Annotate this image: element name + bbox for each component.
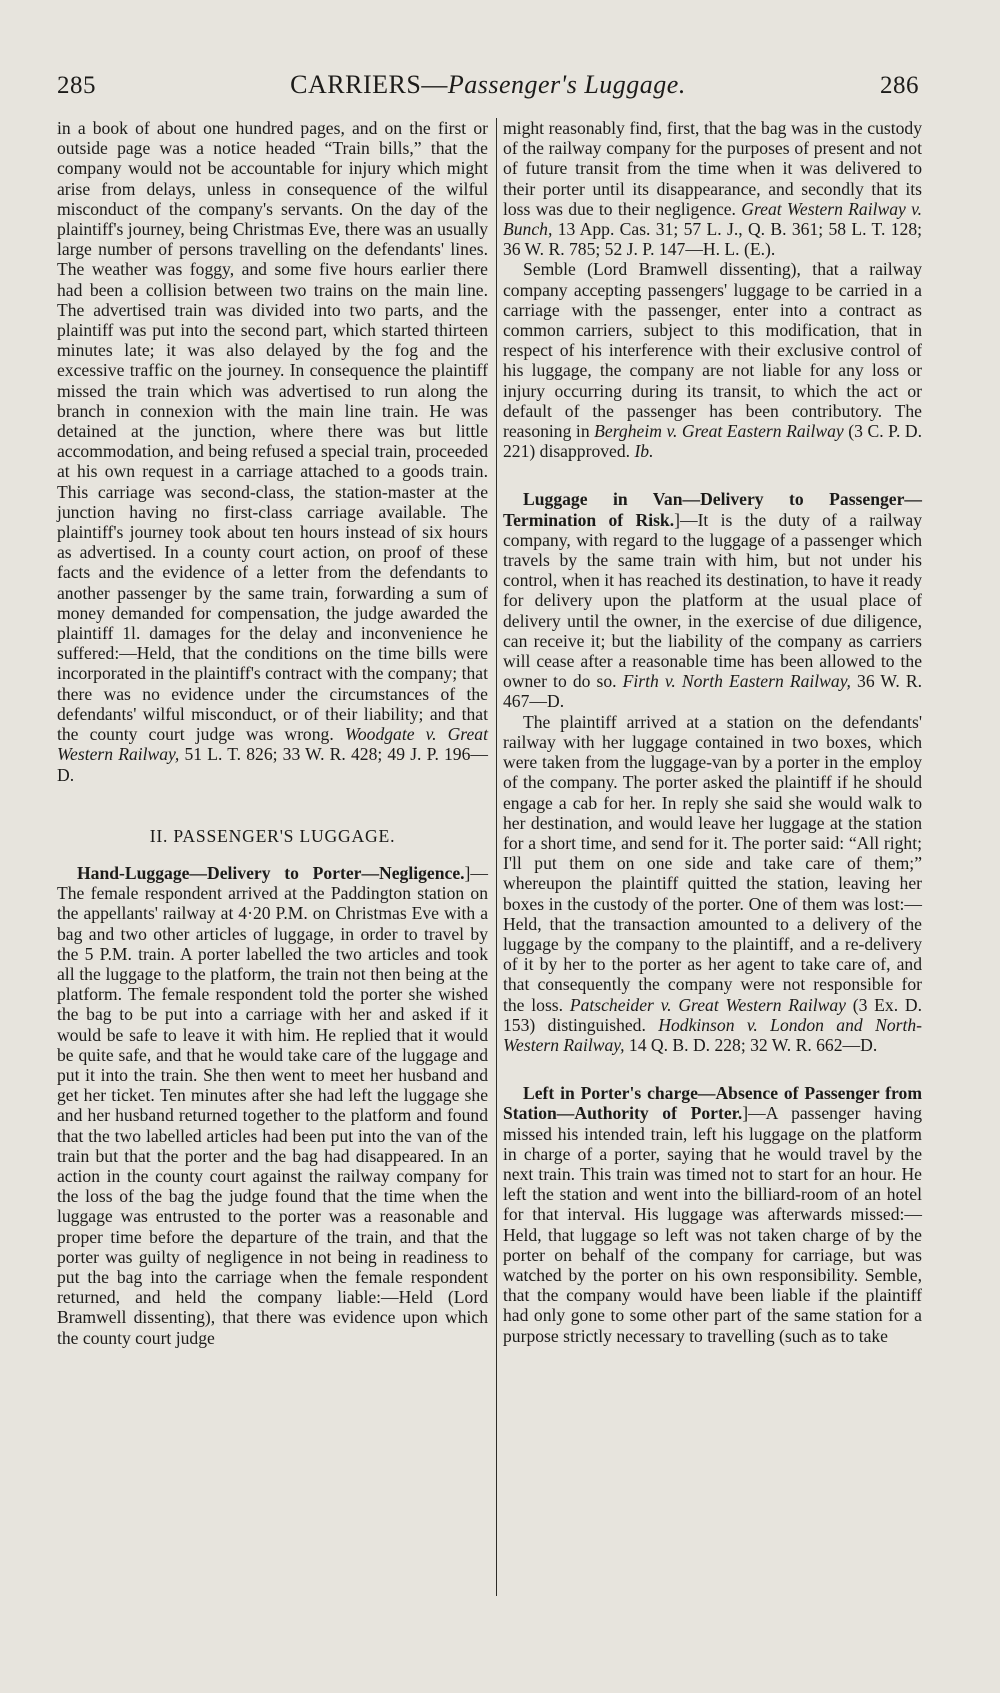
case-citation: Bergheim v. Great Eastern Railway	[594, 421, 844, 442]
case-paragraph	[503, 118, 922, 259]
report-reference: 36 W. R. 467—D.	[503, 671, 922, 712]
report-reference: 51 L. T. 826; 33 W. R. 428; 49 J. P. 196—D.	[57, 744, 488, 785]
case-paragraph	[503, 259, 922, 461]
case-paragraph	[503, 1083, 922, 1346]
right-column	[503, 118, 922, 1346]
column-divider	[496, 118, 497, 1596]
running-title-main: CARRIERS—	[290, 70, 448, 99]
paragraph-text: Semble (Lord Bramwell dissenting), that a railway company accepting passengers' luggage to be carried in a carriage with the passenger, enter into a contract as common carriers, subject to this modification, that in respect of his interference with their exclusive control of his luggage, the company are not liable for any loss or injury occurring during its transit, to which the act or default of the passenger has been contributory. The reasoning in	[503, 259, 922, 442]
case-citation: Hodkinson v. London and North-Western Railway,	[503, 1014, 923, 1055]
running-title-italic: Passenger's Luggage.	[447, 70, 686, 99]
spacer	[503, 1055, 922, 1083]
case-citation: Patscheider v. Great Western Railway	[569, 994, 846, 1015]
paragraph-text: ]—It is the duty of a railway company, with regard to the luggage of a passenger which travels by the same train with him, but not under his control, when it has reached its destination, to have it ready for delivery upon the platform at the usual place of delivery until the owner, in the exercise of due diligence, can receive it; but the liability of the company as carriers will cease after a reasonable time has been allowed to the owner to do so.	[503, 509, 922, 692]
left-column	[57, 118, 488, 1348]
case-heading: Left in Porter's charge—Absence of Passenger from Station—Authority of Porter.	[503, 1083, 922, 1124]
report-reference: 14 Q. B. D. 228; 32 W. R. 662—D.	[624, 1034, 878, 1055]
case-citation: Great Western Railway v. Bunch,	[503, 198, 922, 240]
page-number-left: 285	[57, 72, 96, 99]
case-citation: Woodgate v. Great Western Railway,	[57, 724, 488, 765]
case-paragraph	[503, 489, 922, 711]
case-citation: Ib.	[634, 441, 654, 462]
running-header	[57, 70, 919, 106]
case-heading: Luggage in Van—Delivery to Passenger—Termination of Risk.	[503, 489, 922, 530]
paragraph-text: The plaintiff arrived at a station on the defendants' railway with her luggage contained in two boxes, which were taken from the luggage-van by a porter in the employ of the company. The porter asked the plaintiff if he should engage a cab for her. In reply she said she would walk to her destination, and would leave her luggage at the station for a short time, and send for it. The porter said: “All right; I'll put them on one side and take care of them;” whereupon the plaintiff quitted the station, leaving her boxes in the custody of the porter. One of them was lost:—Held, that the transaction amounted to a delivery of the luggage by the company to the plaintiff, and a re-delivery of it by her to the porter as her agent to take care of, and that consequently the company were not responsible for the loss.	[503, 711, 922, 1015]
running-title	[290, 70, 686, 100]
case-paragraph	[57, 118, 488, 785]
case-heading: Hand-Luggage—Delivery to Porter—Negligence.	[77, 862, 465, 883]
paragraph-text: ]—The female respondent arrived at the Paddington station on the appellants' railway at 4·20 P.M. on Christmas Eve with a bag and two other articles of luggage, in order to travel by the 5 P.M. train. A porter labelled the two articles and took all the luggage to the platform, the train not then being at the platform. The female respondent told the porter she wished the bag to be put into a carriage with her and asked if it would be safe to leave it with him. He replied that it would be quite safe, and that he would take care of the luggage and put it into the train. She then went to meet her husband and get her ticket. Ten minutes after she had left the luggage she and her husband returned together to the platform and found that the two labelled articles had been put into the van of the train but that the porter and the bag had disappeared. In an action in the county court against the railway company for the loss of the bag the judge found that the time when the luggage was entrusted to the porter was a reasonable and proper time before the departure of the train, and that the porter was guilty of negligence in not being in readiness to put the bag into the carriage when the female respondent returned, and held the company liable:—Held (Lord Bramwell dissenting), that there was evidence upon which the county court judge	[57, 862, 488, 1348]
paragraph-text: ]—A passenger having missed his intended train, left his luggage on the platform in charge of a porter, saying that he would travel by the next train. This train was timed not to start for an hour. He left the station and went into the billiard-room of an hotel for that interval. His luggage was afterwards missed:—Held, that luggage so left was not taken charge of by the porter on behalf of the company for carriage, but was watched by the porter on his own responsibility. Semble, that the company would have been liable if the plaintiff had only gone to some other part of the same station for a purpose strictly necessary to travelling (such as to take	[503, 1103, 922, 1346]
page-number-right: 286	[880, 72, 919, 99]
case-citation: Firth v. North Eastern Railway,	[622, 671, 851, 692]
paragraph-text: might reasonably find, first, that the bag was in the custody of the railway company for the purposes of present and not of future transit from the time when it was delivered to their porter until its disappearance, and secondly that its loss was due to their negligence.	[503, 118, 922, 219]
paragraph-text: in a book of about one hundred pages, and on the first or outside page was a notice headed “Train bills,” that the company would not be accountable for injury which might arise from delays, unless in consequence of the wilful misconduct of the company's servants. On the day of the plaintiff's journey, being Christmas Eve, there was an usually large number of persons travelling on the defendants' lines. The weather was foggy, and some five hours earlier there had been a collision between two trains on the main line. The advertised train was divided into two parts, and the plaintiff was put into the second part, which started thirteen minutes late; it was also delayed by the fog and the excessive traffic on the journey. In consequence the plaintiff missed the train which was advertised to run along the branch in connexion with the main line train. He was detained at the junction, where there was but little accommodation, and being refused a special train, proceeded at his own request in a carriage attached to a goods train. This carriage was second-class, the station-master at the junction having no first-class carriage available. The plaintiff's journey took about ten hours instead of six hours as advertised. In a county court action, on proof of these facts and the evidence of a letter from the defendants to another passenger by the same train, forwarding a sum of money demanded for compensation, the judge awarded the plaintiff 1l. damages for the delay and inconvenience he suffered:—Held, that the conditions on the time bills were incorporated in the plaintiff's contract with the company; that there was no evidence under the circumstances of the defendants' wilful misconduct, or of their liability; and that the county court judge was wrong.	[57, 118, 488, 745]
report-reference: 13 App. Cas. 31; 57 L. J., Q. B. 361; 58 L. T. 128; 36 W. R. 785; 52 J. P. 147—H. L. (E.).	[503, 219, 922, 260]
section-heading: II. PASSENGER'S LUGGAGE.	[149, 825, 396, 846]
report-reference: (3 C. P. D. 221) disapproved.	[503, 421, 923, 462]
case-paragraph	[503, 712, 922, 1055]
case-paragraph	[57, 863, 488, 1348]
report-reference: (3 Ex. D. 153) distinguished.	[503, 994, 922, 1035]
spacer	[503, 461, 922, 489]
